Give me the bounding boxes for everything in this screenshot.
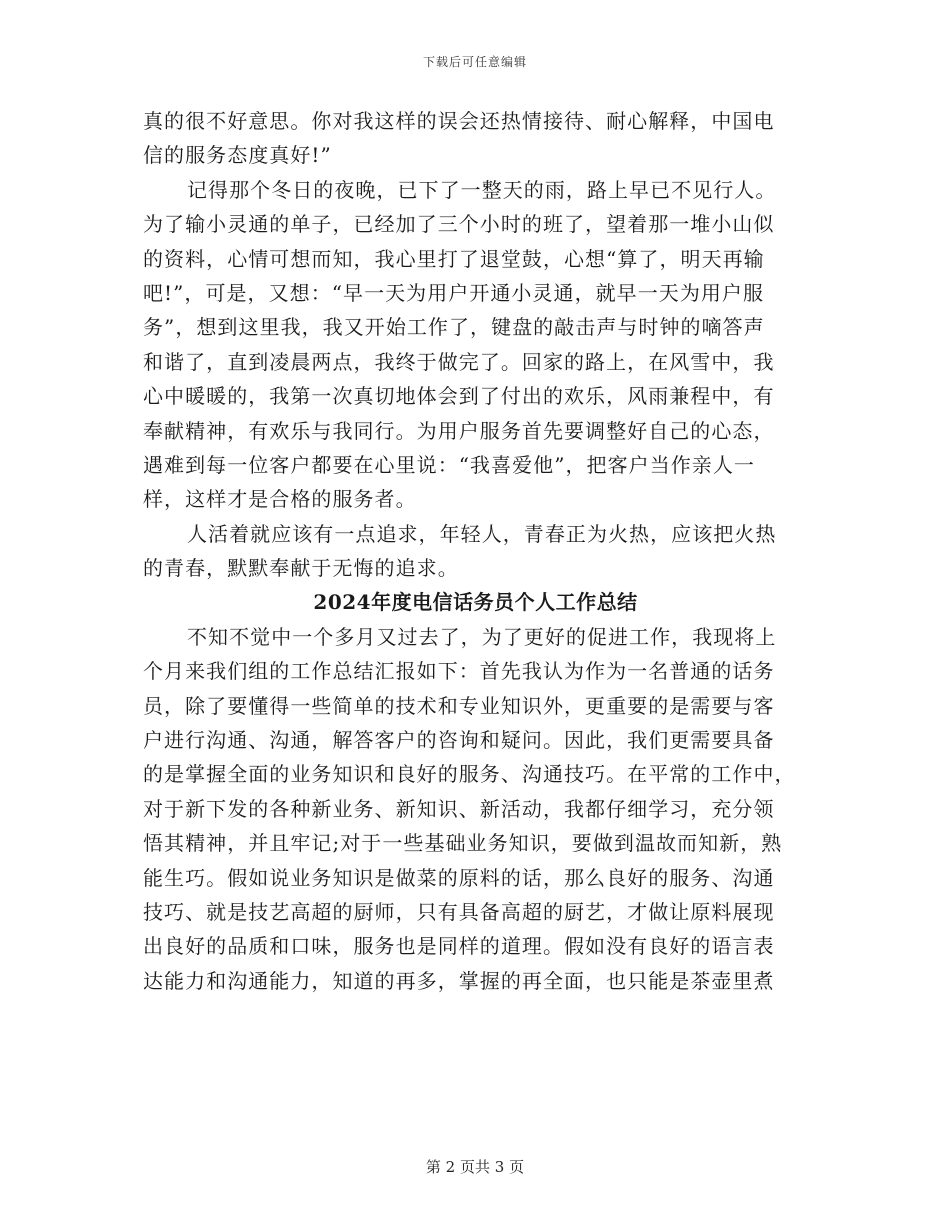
page-number: 第 2 页共 3 页 bbox=[425, 1158, 525, 1176]
text-line: 不知不觉中一个多月又过去了，为了更好的促进工作，我现将上 bbox=[187, 624, 777, 649]
text-line: 出良好的品质和口味，服务也是同样的道理。假如没有良好的语言表 bbox=[143, 934, 775, 959]
text-line: 务”，想到这里我，我又开始工作了，键盘的敲击声与时钟的嘀答声 bbox=[143, 315, 765, 340]
text-line: 遇难到每一位客户都要在心里说：“我喜爱他”，把客户当作亲人一 bbox=[143, 452, 755, 477]
text-line: 个月来我们组的工作总结汇报如下：首先我认为作为一名普通的话务 bbox=[143, 659, 775, 684]
text-line: 的是掌握全面的业务知识和良好的服务、沟通技巧。在平常的工作中， bbox=[143, 762, 796, 787]
document-body bbox=[143, 104, 808, 998]
text-line: 为了输小灵通的单子，已经加了三个小时的班了，望着那一堆小山似 bbox=[143, 212, 775, 237]
text-line: 员，除了要懂得一些简单的技术和专业知识外，更重要的是需要与客 bbox=[143, 693, 775, 718]
text-line: 的资料，心情可想而知，我心里打了退堂鼓，心想“算了，明天再输 bbox=[143, 246, 765, 271]
text-line: 对于新下发的各种新业务、新知识、新活动，我都仔细学习，充分领 bbox=[143, 796, 775, 821]
text-line: 能生巧。假如说业务知识是做菜的原料的话，那么良好的服务、沟通 bbox=[143, 865, 775, 890]
text-line: 的青春，默默奉献于无悔的追求。 bbox=[143, 556, 459, 581]
text-line: 悟其精神，并且牢记;对于一些基础业务知识，要做到温故而知新，熟 bbox=[143, 831, 783, 856]
text-line: 奉献精神，有欢乐与我同行。为用户服务首先要调整好自己的心态， bbox=[143, 418, 775, 443]
section-heading: 2024年度电信话务员个人工作总结 bbox=[313, 590, 638, 615]
text-line: 户进行沟通、沟通，解答客户的咨询和疑问。因此，我们更需要具备 bbox=[143, 728, 775, 753]
text-line: 真的很不好意思。你对我这样的误会还热情接待、耐心解释，中国电 bbox=[143, 109, 775, 133]
text-line: 记得那个冬日的夜晚，已下了一整天的雨，路上早已不见行人。 bbox=[187, 177, 777, 202]
text-line: 样，这样才是合格的服务者。 bbox=[143, 487, 417, 512]
text-line: 技巧、就是技艺高超的厨师，只有具备高超的厨艺，才做让原料展现 bbox=[143, 899, 775, 924]
text-line: 心中暖暖的，我第一次真切地体会到了付出的欢乐，风雨兼程中，有 bbox=[143, 384, 775, 409]
page-header: 下载后可任意编辑 bbox=[422, 55, 527, 69]
text-line: 吧!”，可是，又想：“早一天为用户开通小灵通，就早一天为用户服 bbox=[143, 280, 765, 305]
text-line: 和谐了，直到凌晨两点，我终于做完了。回家的路上，在风雪中，我 bbox=[143, 349, 775, 374]
text-line: 信的服务态度真好!” bbox=[143, 143, 332, 168]
text-line: 人活着就应该有一点追求，年轻人，青春正为火热，应该把火热 bbox=[187, 521, 777, 546]
text-line: 达能力和沟通能力，知道的再多，掌握的再全面，也只能是茶壶里煮 bbox=[143, 968, 775, 993]
